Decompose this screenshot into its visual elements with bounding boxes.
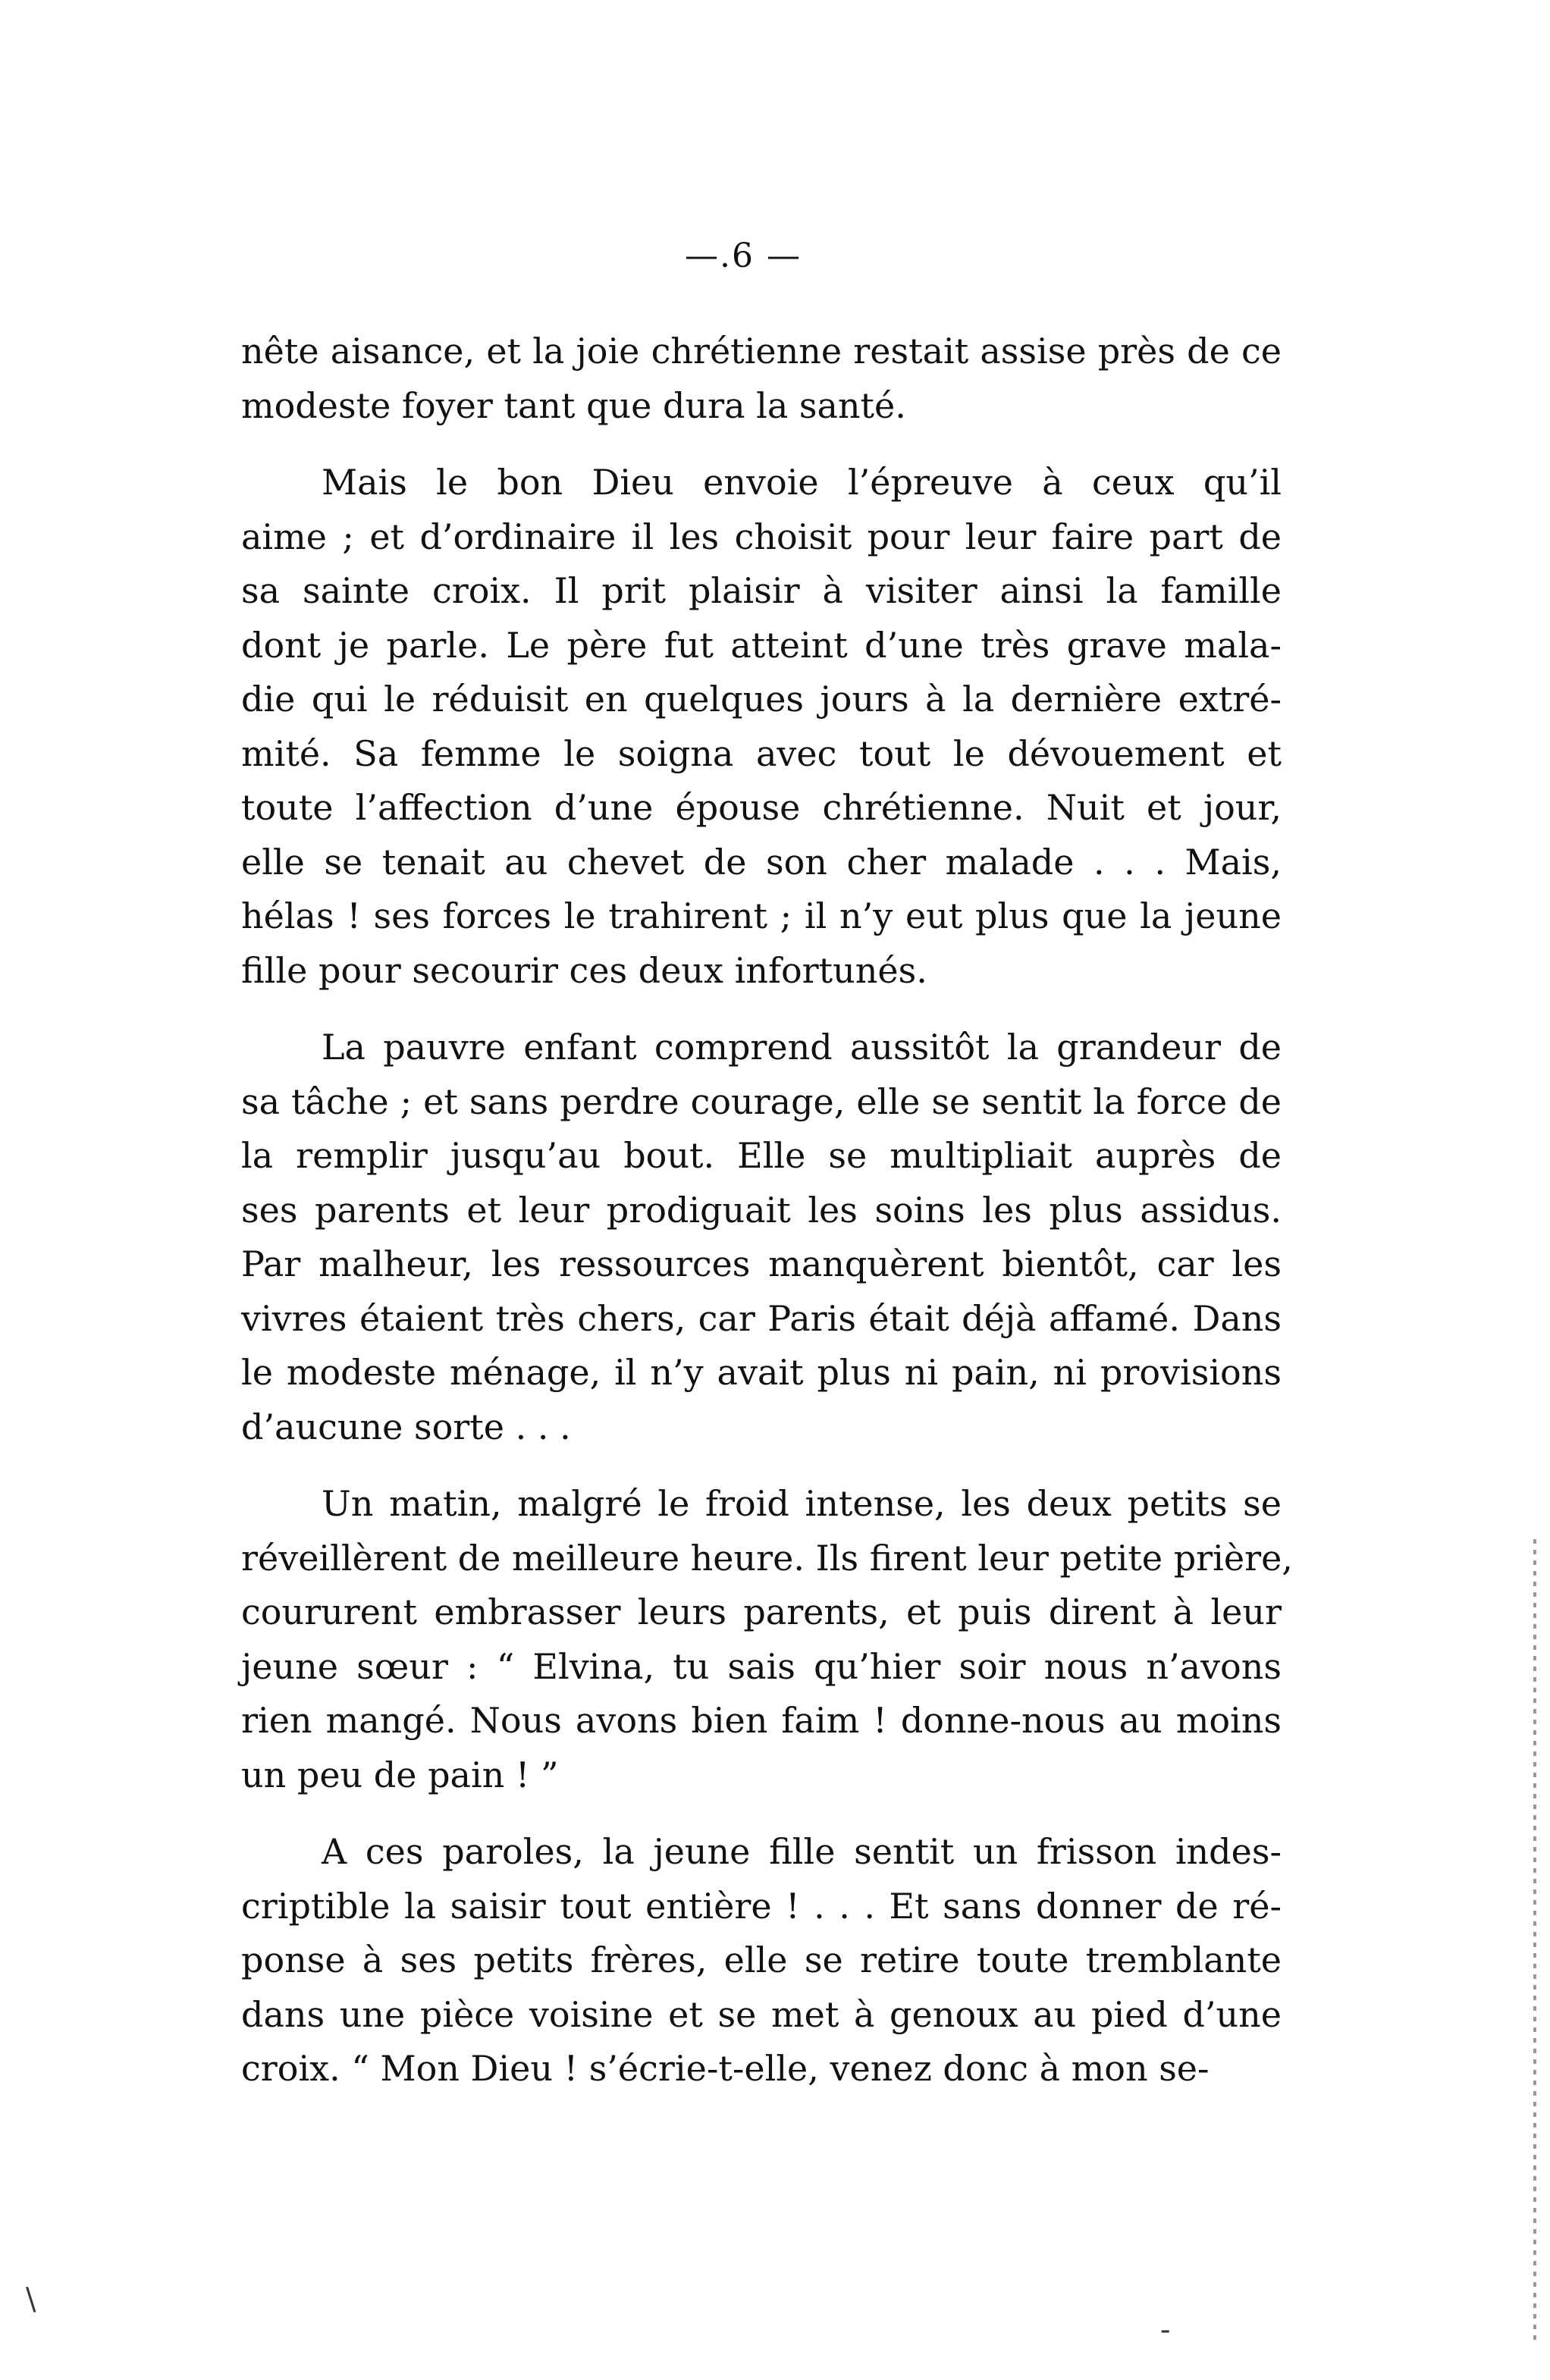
stray-mark: \ [26, 2282, 36, 2317]
page-number: —.6 — [685, 237, 802, 275]
text-line: aime ; et d’ordinaire il les choisit pour leur faire part de [241, 516, 1282, 557]
paragraph [241, 1021, 1282, 1454]
body-text [241, 325, 1293, 2119]
text-line: dans une pièce voisine et se met à genoux au pied d’une [241, 1993, 1282, 2035]
text-line: A ces paroles, la jeune fille sentit un frisson indes- [322, 1831, 1282, 1872]
text-line: jeune sœur : “ Elvina, tu sais qu’hier soir nous n’avons [241, 1645, 1282, 1687]
text-line: die qui le réduisit en quelques jours à la dernière extré- [241, 679, 1282, 720]
text-line: dont je parle. Le père fut atteint d’une très grave mala- [241, 624, 1282, 666]
text-line: criptible la saisir tout entière ! . . . Et sans donner de ré- [241, 1885, 1282, 1927]
text-line: réveillèrent de meilleure heure. Ils firent leur petite prière, [241, 1537, 1293, 1579]
text-line: Mais le bon Dieu envoie l’épreuve à ceux qu’il [322, 462, 1282, 503]
text-line: un peu de pain ! ” [241, 1754, 559, 1795]
text-line: ses parents et leur prodiguait les soins les plus assidus. [241, 1189, 1282, 1231]
paragraph [241, 1825, 1282, 2096]
text-line: ponse à ses petits frères, elle se retire toute tremblante [241, 1939, 1282, 1980]
text-line: le modeste ménage, il n’y avait plus ni pain, ni provisions [241, 1352, 1282, 1393]
text-line: hélas ! ses forces le trahirent ; il n’y eut plus que la jeune [241, 895, 1282, 936]
text-line: mité. Sa femme le soigna avec tout le dévouement et [241, 732, 1282, 774]
text-line: nête aisance, et la joie chrétienne restait assise près de ce [241, 331, 1282, 372]
text-line: sa tâche ; et sans perdre courage, elle se sentit la force de [241, 1080, 1282, 1122]
text-line: fille pour secourir ces deux infortunés. [241, 949, 927, 991]
stray-mark: - [1160, 2313, 1171, 2347]
paragraph [241, 1477, 1293, 1802]
text-line: coururent embrasser leurs parents, et puis dirent à leur [241, 1591, 1282, 1632]
text-line: Par malheur, les ressources manquèrent bientôt, car les [241, 1243, 1282, 1284]
text-line: Un matin, malgré le froid intense, les deux petits se [322, 1483, 1282, 1524]
text-line: toute l’affection d’une épouse chrétienne. Nuit et jour, [241, 787, 1282, 828]
text-line: d’aucune sorte . . . [241, 1406, 571, 1447]
text-line: sa sainte croix. Il prit plaisir à visiter ainsi la famille [241, 570, 1282, 611]
text-line: croix. “ Mon Dieu ! s’écrie-t-elle, venez donc à mon se- [241, 2048, 1210, 2089]
text-line: elle se tenait au chevet de son cher malade . . . Mais, [241, 841, 1282, 883]
text-line: la remplir jusqu’au bout. Elle se multipliait auprès de [241, 1135, 1282, 1176]
paragraph [241, 325, 1282, 433]
text-line: La pauvre enfant comprend aussitôt la grandeur de [322, 1027, 1282, 1068]
text-line: modeste foyer tant que dura la santé. [241, 384, 906, 426]
paragraph [241, 456, 1282, 998]
text-line: vivres étaient très chers, car Paris était déjà affamé. Dans [241, 1297, 1282, 1339]
text-line: rien mangé. Nous avons bien faim ! donne-nous au moins [241, 1700, 1282, 1741]
page-edge-shadow [1533, 1539, 1536, 2343]
